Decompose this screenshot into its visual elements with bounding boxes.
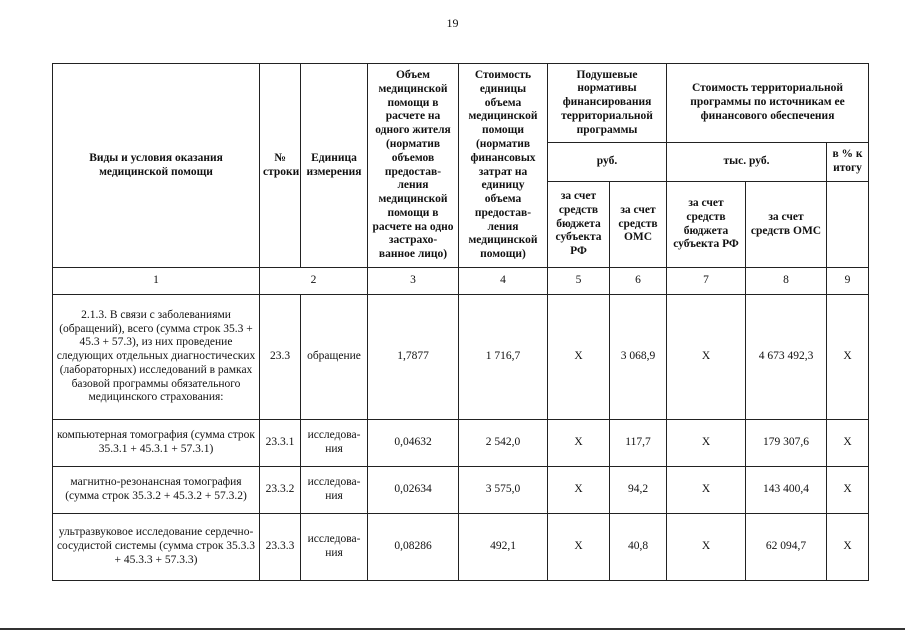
row-unit: исследова-ния — [301, 420, 368, 467]
row-description: 2.1.3. В связи с заболеваниями (обращений), всего (сумма строк 35.3 + 45.3 + 57.3), из них проведение следующих отдельных диагностических (лабораторных) исследований в рамках базовой программы обязательного медицинского страхования: — [53, 295, 260, 420]
row-line-number: 23.3 — [260, 295, 301, 420]
column-number: 7 — [667, 268, 746, 295]
header-unit-rub: руб. — [548, 143, 667, 182]
row-unit-cost: 2 542,0 — [459, 420, 548, 467]
header-program-cost: Стоимость территориальной программы по источникам ее финансового обеспечения — [667, 64, 869, 143]
table-row — [53, 420, 869, 467]
row-volume: 0,02634 — [368, 467, 459, 514]
column-number: 1 — [53, 268, 260, 295]
row-volume: 0,04632 — [368, 420, 459, 467]
table-row — [53, 295, 869, 420]
row-per-capita-oms: 117,7 — [610, 420, 667, 467]
header-oms-per-capita: за счет средств ОМС — [610, 182, 667, 268]
medical-care-table — [52, 63, 869, 581]
table-row — [53, 514, 869, 581]
row-total-budget: Х — [667, 295, 746, 420]
column-number: 6 — [610, 268, 667, 295]
row-per-capita-budget: Х — [548, 514, 610, 581]
header-oms-total: за счет средств ОМС — [746, 182, 827, 268]
header-volume: Объем медицинской помощи в расчете на одного жителя (норматив объемов предостав-ления медицинской помощи в расчете на одно застрахо-ванное лицо) — [368, 64, 459, 268]
table-row — [53, 467, 869, 514]
row-line-number: 23.3.3 — [260, 514, 301, 581]
header-unit-thousand-rub: тыс. руб. — [667, 143, 827, 182]
header-service-type: Виды и условия оказания медицинской помощи — [53, 64, 260, 268]
column-number: 8 — [746, 268, 827, 295]
column-number: 2 — [260, 268, 368, 295]
header-budget-total: за счет средств бюджета субъекта РФ — [667, 182, 746, 268]
row-percent: Х — [827, 420, 869, 467]
row-total-oms: 143 400,4 — [746, 467, 827, 514]
row-unit: исследова-ния — [301, 514, 368, 581]
row-description: компьютерная томография (сумма строк 35.3.1 + 45.3.1 + 57.3.1) — [53, 420, 260, 467]
column-number-row — [53, 268, 869, 295]
row-unit-cost: 3 575,0 — [459, 467, 548, 514]
column-number: 3 — [368, 268, 459, 295]
row-volume: 0,08286 — [368, 514, 459, 581]
row-per-capita-oms: 3 068,9 — [610, 295, 667, 420]
row-unit-cost: 1 716,7 — [459, 295, 548, 420]
column-number: 4 — [459, 268, 548, 295]
column-number: 5 — [548, 268, 610, 295]
row-line-number: 23.3.1 — [260, 420, 301, 467]
row-total-oms: 4 673 492,3 — [746, 295, 827, 420]
row-percent: Х — [827, 467, 869, 514]
header-row-1 — [53, 64, 869, 143]
page-bottom-edge — [0, 628, 905, 630]
header-unit: Единица измерения — [301, 64, 368, 268]
row-percent: Х — [827, 295, 869, 420]
row-total-budget: Х — [667, 514, 746, 581]
row-per-capita-oms: 94,2 — [610, 467, 667, 514]
header-budget-per-capita: за счет средств бюджета субъекта РФ — [548, 182, 610, 268]
row-per-capita-budget: Х — [548, 467, 610, 514]
header-unit-cost: Стоимость единицы объема медицинской помощи (норматив финансовых затрат на единицу объема предостав-ления медицинской помощи) — [459, 64, 548, 268]
header-per-capita: Подушевые нормативы финансирования территориальной программы — [548, 64, 667, 143]
page-number: 19 — [446, 16, 459, 30]
row-total-budget: Х — [667, 420, 746, 467]
row-unit: исследова-ния — [301, 467, 368, 514]
row-total-budget: Х — [667, 467, 746, 514]
row-total-oms: 62 094,7 — [746, 514, 827, 581]
row-per-capita-budget: Х — [548, 420, 610, 467]
header-percent-empty — [827, 182, 869, 268]
row-unit-cost: 492,1 — [459, 514, 548, 581]
row-description: ультразвуковое исследование сердечно-сосудистой системы (сумма строк 35.3.3 + 45.3.3 + 57.3.3) — [53, 514, 260, 581]
row-total-oms: 179 307,6 — [746, 420, 827, 467]
row-description: магнитно-резонансная томография (сумма строк 35.3.2 + 45.3.2 + 57.3.2) — [53, 467, 260, 514]
header-line-number: № строки — [260, 64, 301, 268]
row-volume: 1,7877 — [368, 295, 459, 420]
row-percent: Х — [827, 514, 869, 581]
row-per-capita-budget: Х — [548, 295, 610, 420]
column-number: 9 — [827, 268, 869, 295]
row-per-capita-oms: 40,8 — [610, 514, 667, 581]
row-line-number: 23.3.2 — [260, 467, 301, 514]
header-unit-percent: в % к итогу — [827, 143, 869, 182]
row-unit: обращение — [301, 295, 368, 420]
